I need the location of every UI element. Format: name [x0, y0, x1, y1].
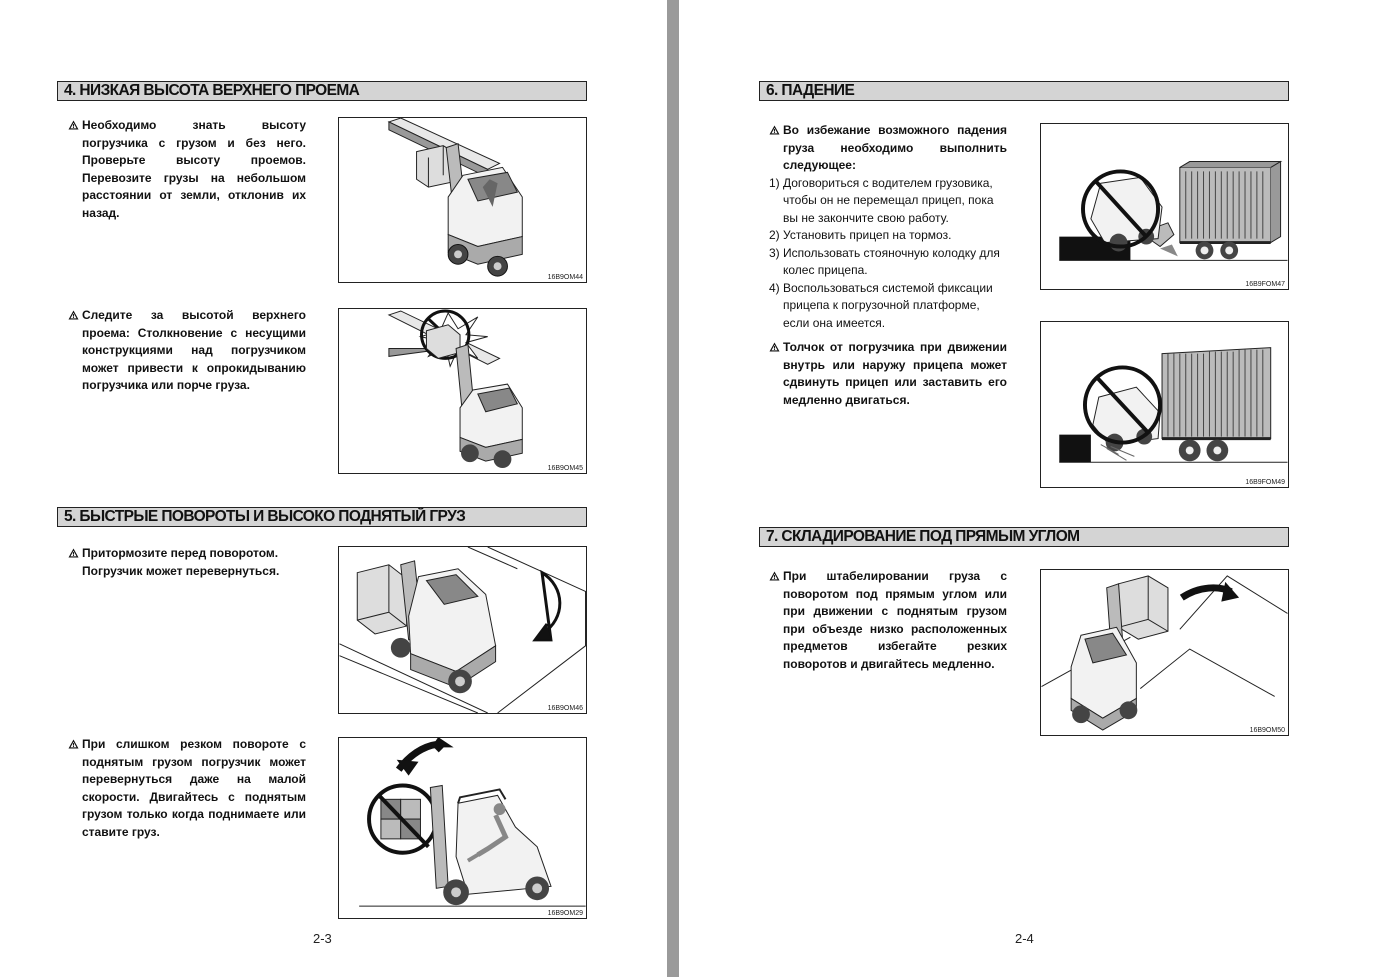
forklift-overhead-collision-illustration [339, 309, 586, 473]
page-number: 2-3 [313, 931, 332, 946]
figure-right-angle-stacking [1040, 569, 1289, 736]
figure-code: 16B9FOM49 [1245, 479, 1285, 486]
figure-low-opening [338, 117, 587, 283]
figure-code: 16B9OM44 [547, 274, 583, 281]
warning-triangle-icon [769, 571, 780, 581]
figure-overhead-collision [338, 308, 587, 474]
step-2: 2) Установить прицеп на тормоз. [769, 228, 952, 242]
step-1: 1) Договориться с водителем грузовика, чтобы он не перемещал прицеп, пока вы не закончите свою работу. [769, 175, 994, 225]
figure-code: 16B9OM50 [1249, 727, 1285, 734]
figure-trailer-1 [1040, 123, 1289, 290]
step-4: 4) Воспользоваться системой фиксации прицепа к погрузочной платформе, если она имеется. [769, 280, 993, 330]
section-4-warning-1: Необходимо знать высоту погрузчика с грузом и без него. Проверьте высоту проемов. Перевозите грузы на небольшом расстоянии от земли, отклонив их назад. [68, 117, 306, 222]
warning-triangle-icon [68, 120, 79, 130]
page-number: 2-4 [1015, 931, 1034, 946]
right-angle-stacking-illustration [1041, 570, 1288, 735]
trailer-fall-illustration-1 [1041, 124, 1288, 289]
warning-triangle-icon [769, 342, 780, 352]
step-3: 3) Использовать стояночную колодку для колес прицепа. [769, 245, 1000, 277]
warning-triangle-icon [68, 739, 79, 749]
warning-triangle-icon [68, 548, 79, 558]
section-7-title: 7. СКЛАДИРОВАНИЕ ПОД ПРЯМЫМ УГЛОМ [759, 527, 1289, 547]
section-5-warning-1: Притормозите перед поворотом. Погрузчик может перевернуться. [68, 545, 306, 580]
section-4-warning-2: Следите за высотой верхнего проема: Столкновение с несущими конструкциями над погрузчиком может привести к опрокидыванию погрузчика или порче груза. [68, 307, 306, 395]
figure-code: 16B9FOM47 [1245, 281, 1285, 288]
forklift-turning-illustration [339, 547, 586, 713]
section-5-title: 5. БЫСТРЫЕ ПОВОРОТЫ И ВЫСОКО ПОДНЯТЫЙ ГРУЗ [57, 507, 587, 527]
figure-code: 16B9OM29 [547, 910, 583, 917]
figure-turning [338, 546, 587, 714]
figure-code: 16B9OM46 [547, 705, 583, 712]
left-page [0, 0, 667, 977]
section-6-title: 6. ПАДЕНИЕ [759, 81, 1289, 101]
warning-triangle-icon [769, 125, 780, 135]
forklift-low-opening-illustration [339, 118, 586, 282]
section-5-warning-2: При слишком резком повороте с поднятым грузом погрузчик может перевернуться даже на малой скорости. Двигайтесь с поднятым грузом только когда поднимаете или ставите груз. [68, 736, 306, 841]
figure-code: 16B9OM45 [547, 465, 583, 472]
trailer-fall-illustration-2 [1041, 322, 1288, 487]
right-page [679, 0, 1389, 977]
section-6-text: Во избежание возможного падения груза необходимо выполнить следующее: 1) Договориться с водителем грузовика, чтобы он не перемещал прицеп, пока вы не закончите свою работу. 2) Установить прицеп на тормоз. 3) Использовать стояночную колодку для колес прицепа. 4) Воспользоваться системой фиксации прицепа к погрузочной платформе, если она имеется. Толчок от погрузчика при движении внутрь или наружу прицепа может сдвинуть прицеп или заставить его медленно двигаться. [769, 123, 1007, 407]
section-4-title: 4. НИЗКАЯ ВЫСОТА ВЕРХНЕГО ПРОЕМА [57, 81, 587, 101]
warning-triangle-icon [68, 310, 79, 320]
section-7-warning-1: При штабелировании груза с поворотом под прямым углом или при движении с поднятым грузом при объезде низко расположенных предметов избегайте резких поворотов и двигайтесь медленно. [769, 568, 1007, 673]
figure-tipping [338, 737, 587, 919]
forklift-tipping-illustration [339, 738, 586, 918]
figure-trailer-2 [1040, 321, 1289, 488]
